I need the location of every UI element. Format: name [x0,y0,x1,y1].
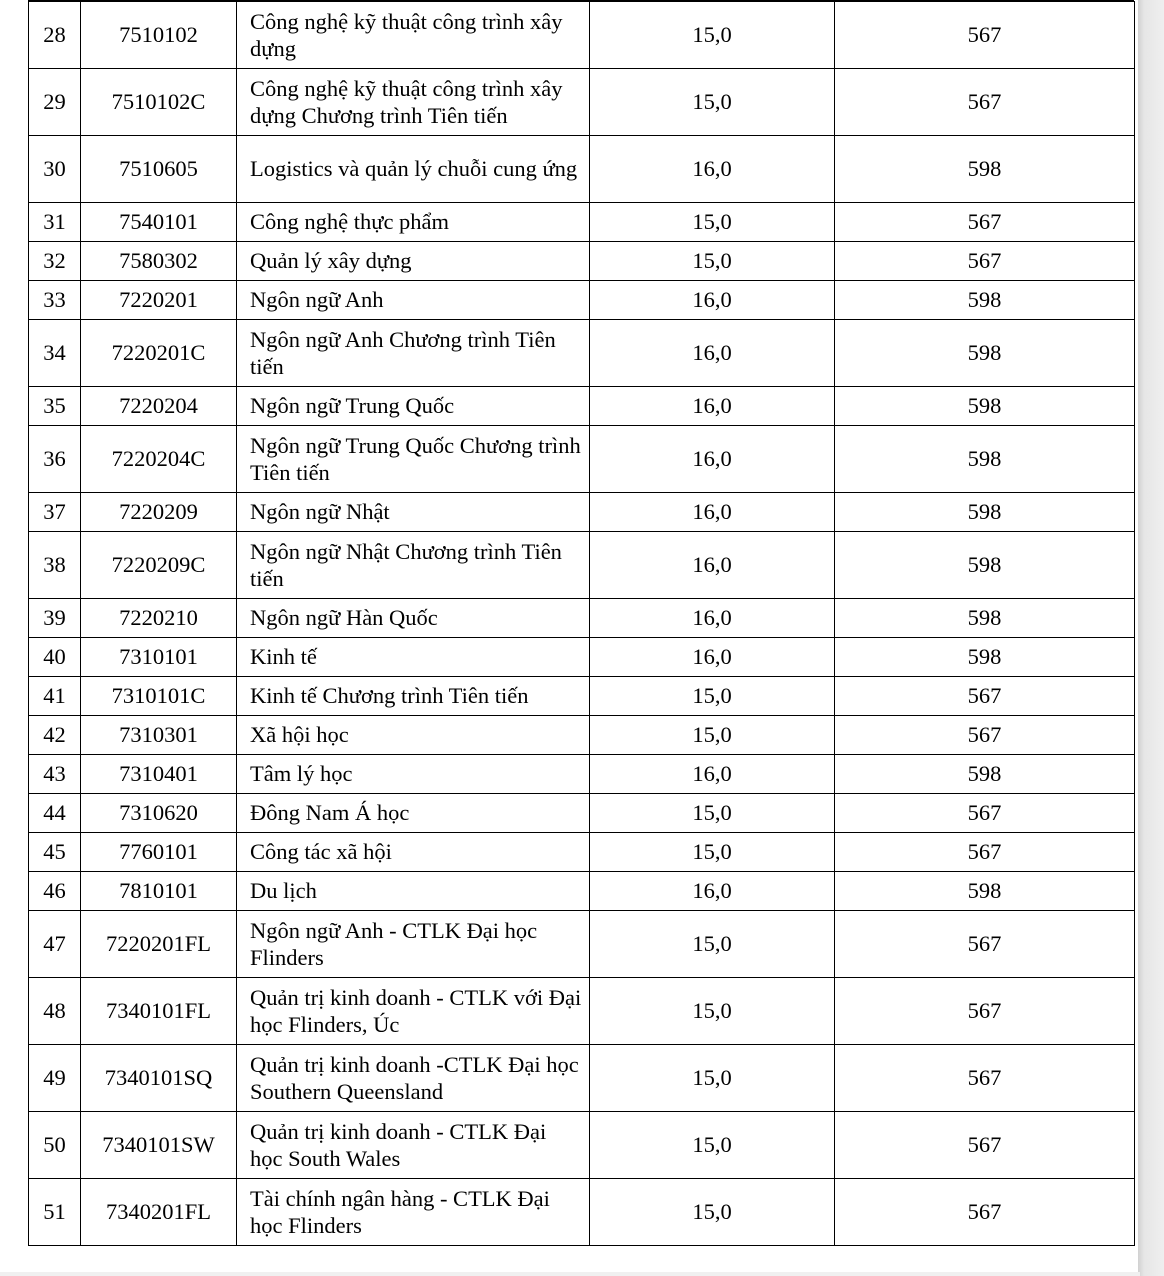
competency-point-cell: 567 [835,978,1135,1045]
row-index-cell: 39 [29,599,81,638]
threshold-score-cell: 15,0 [590,203,835,242]
major-name-cell: Logistics và quản lý chuỗi cung ứng [237,136,590,203]
table-body [29,2,1135,1246]
threshold-score-cell: 16,0 [590,638,835,677]
competency-point-cell: 598 [835,136,1135,203]
competency-point-cell: 567 [835,911,1135,978]
major-name-cell: Ngôn ngữ Anh Chương trình Tiên tiến [237,320,590,387]
threshold-score-cell: 15,0 [590,1045,835,1112]
row-index-cell: 36 [29,426,81,493]
row-index-cell: 41 [29,677,81,716]
competency-point-cell: 598 [835,281,1135,320]
competency-point-cell: 567 [835,203,1135,242]
row-index-cell: 46 [29,872,81,911]
major-name-cell: Xã hội học [237,716,590,755]
row-index-cell: 43 [29,755,81,794]
threshold-score-cell: 15,0 [590,69,835,136]
major-code-cell: 7310101C [81,677,237,716]
major-code-cell: 7510102 [81,2,237,69]
major-code-cell: 7340101SQ [81,1045,237,1112]
table-row [29,1179,1135,1246]
threshold-score-cell: 16,0 [590,281,835,320]
major-name-cell: Quản lý xây dựng [237,242,590,281]
competency-point-cell: 598 [835,320,1135,387]
competency-point-cell: 598 [835,872,1135,911]
threshold-score-cell: 15,0 [590,677,835,716]
major-name-cell: Du lịch [237,872,590,911]
major-code-cell: 7310101 [81,638,237,677]
major-code-cell: 7220201C [81,320,237,387]
major-name-cell: Ngôn ngữ Nhật [237,493,590,532]
table-row [29,755,1135,794]
threshold-score-cell: 16,0 [590,136,835,203]
table-row [29,872,1135,911]
major-code-cell: 7510605 [81,136,237,203]
major-name-cell: Quản trị kinh doanh - CTLK Đại học South Wales [237,1112,590,1179]
competency-point-cell: 598 [835,599,1135,638]
competency-point-cell: 567 [835,1112,1135,1179]
row-index-cell: 32 [29,242,81,281]
competency-point-cell: 567 [835,2,1135,69]
table-row [29,833,1135,872]
table-row [29,320,1135,387]
competency-point-cell: 598 [835,532,1135,599]
row-index-cell: 50 [29,1112,81,1179]
major-name-cell: Công nghệ kỹ thuật công trình xây dựng [237,2,590,69]
major-name-cell: Ngôn ngữ Nhật Chương trình Tiên tiến [237,532,590,599]
major-name-cell: Kinh tế Chương trình Tiên tiến [237,677,590,716]
row-index-cell: 42 [29,716,81,755]
table-row [29,493,1135,532]
row-index-cell: 44 [29,794,81,833]
row-index-cell: 40 [29,638,81,677]
competency-point-cell: 567 [835,69,1135,136]
row-index-cell: 45 [29,833,81,872]
table-row [29,69,1135,136]
major-name-cell: Tài chính ngân hàng - CTLK Đại học Flinders [237,1179,590,1246]
major-code-cell: 7220209C [81,532,237,599]
table-row [29,242,1135,281]
major-code-cell: 7310301 [81,716,237,755]
viewer-bottom-edge [0,1272,1140,1276]
major-code-cell: 7220210 [81,599,237,638]
table-row [29,136,1135,203]
threshold-score-cell: 15,0 [590,1179,835,1246]
competency-point-cell: 567 [835,1045,1135,1112]
major-code-cell: 7760101 [81,833,237,872]
major-name-cell: Quản trị kinh doanh - CTLK với Đại học Flinders, Úc [237,978,590,1045]
major-name-cell: Ngôn ngữ Trung Quốc Chương trình Tiên tiến [237,426,590,493]
competency-point-cell: 598 [835,426,1135,493]
competency-point-cell: 567 [835,716,1135,755]
competency-point-cell: 598 [835,638,1135,677]
table-row [29,2,1135,69]
major-code-cell: 7340101FL [81,978,237,1045]
table-row [29,1112,1135,1179]
competency-point-cell: 598 [835,387,1135,426]
table-row [29,426,1135,493]
major-code-cell: 7310401 [81,755,237,794]
major-name-cell: Tâm lý học [237,755,590,794]
competency-point-cell: 567 [835,794,1135,833]
threshold-score-cell: 15,0 [590,833,835,872]
major-code-cell: 7340201FL [81,1179,237,1246]
major-code-cell: 7540101 [81,203,237,242]
threshold-score-cell: 16,0 [590,872,835,911]
row-index-cell: 34 [29,320,81,387]
threshold-score-cell: 15,0 [590,978,835,1045]
major-name-cell: Công nghệ kỹ thuật công trình xây dựng Chương trình Tiên tiến [237,69,590,136]
major-code-cell: 7310620 [81,794,237,833]
row-index-cell: 37 [29,493,81,532]
table-row [29,532,1135,599]
major-name-cell: Ngôn ngữ Trung Quốc [237,387,590,426]
table-row [29,794,1135,833]
threshold-score-cell: 15,0 [590,1112,835,1179]
major-name-cell: Quản trị kinh doanh -CTLK Đại học Southern Queensland [237,1045,590,1112]
row-index-cell: 30 [29,136,81,203]
table-row [29,203,1135,242]
row-index-cell: 35 [29,387,81,426]
major-name-cell: Ngôn ngữ Anh [237,281,590,320]
major-name-cell: Đông Nam Á học [237,794,590,833]
threshold-score-cell: 16,0 [590,493,835,532]
competency-point-cell: 598 [835,493,1135,532]
threshold-score-cell: 16,0 [590,320,835,387]
row-index-cell: 29 [29,69,81,136]
competency-point-cell: 567 [835,1179,1135,1246]
major-code-cell: 7580302 [81,242,237,281]
competency-point-cell: 598 [835,755,1135,794]
row-index-cell: 31 [29,203,81,242]
threshold-score-cell: 16,0 [590,599,835,638]
table-row [29,716,1135,755]
threshold-score-cell: 16,0 [590,387,835,426]
threshold-score-cell: 16,0 [590,532,835,599]
threshold-score-cell: 15,0 [590,242,835,281]
row-index-cell: 49 [29,1045,81,1112]
major-name-cell: Công nghệ thực phẩm [237,203,590,242]
row-index-cell: 51 [29,1179,81,1246]
major-code-cell: 7220201 [81,281,237,320]
table-row [29,677,1135,716]
table-row [29,281,1135,320]
table-row [29,599,1135,638]
major-code-cell: 7220209 [81,493,237,532]
table-row [29,638,1135,677]
major-code-cell: 7510102C [81,69,237,136]
major-name-cell: Ngôn ngữ Hàn Quốc [237,599,590,638]
row-index-cell: 38 [29,532,81,599]
major-code-cell: 7220201FL [81,911,237,978]
competency-point-cell: 567 [835,833,1135,872]
major-code-cell: 7220204 [81,387,237,426]
table-row [29,387,1135,426]
competency-point-cell: 567 [835,242,1135,281]
major-code-cell: 7220204C [81,426,237,493]
row-index-cell: 33 [29,281,81,320]
threshold-score-cell: 16,0 [590,426,835,493]
table-row [29,978,1135,1045]
row-index-cell: 28 [29,2,81,69]
major-name-cell: Công tác xã hội [237,833,590,872]
threshold-score-cell: 15,0 [590,794,835,833]
threshold-score-cell: 15,0 [590,911,835,978]
row-index-cell: 48 [29,978,81,1045]
table-row [29,911,1135,978]
table-row [29,1045,1135,1112]
threshold-score-cell: 16,0 [590,755,835,794]
threshold-score-cell: 15,0 [590,2,835,69]
competency-point-cell: 567 [835,677,1135,716]
major-code-cell: 7810101 [81,872,237,911]
major-code-cell: 7340101SW [81,1112,237,1179]
major-name-cell: Ngôn ngữ Anh - CTLK Đại học Flinders [237,911,590,978]
major-name-cell: Kinh tế [237,638,590,677]
admission-score-table [28,1,1135,1246]
row-index-cell: 47 [29,911,81,978]
viewer-right-edge [1138,0,1164,1276]
threshold-score-cell: 15,0 [590,716,835,755]
